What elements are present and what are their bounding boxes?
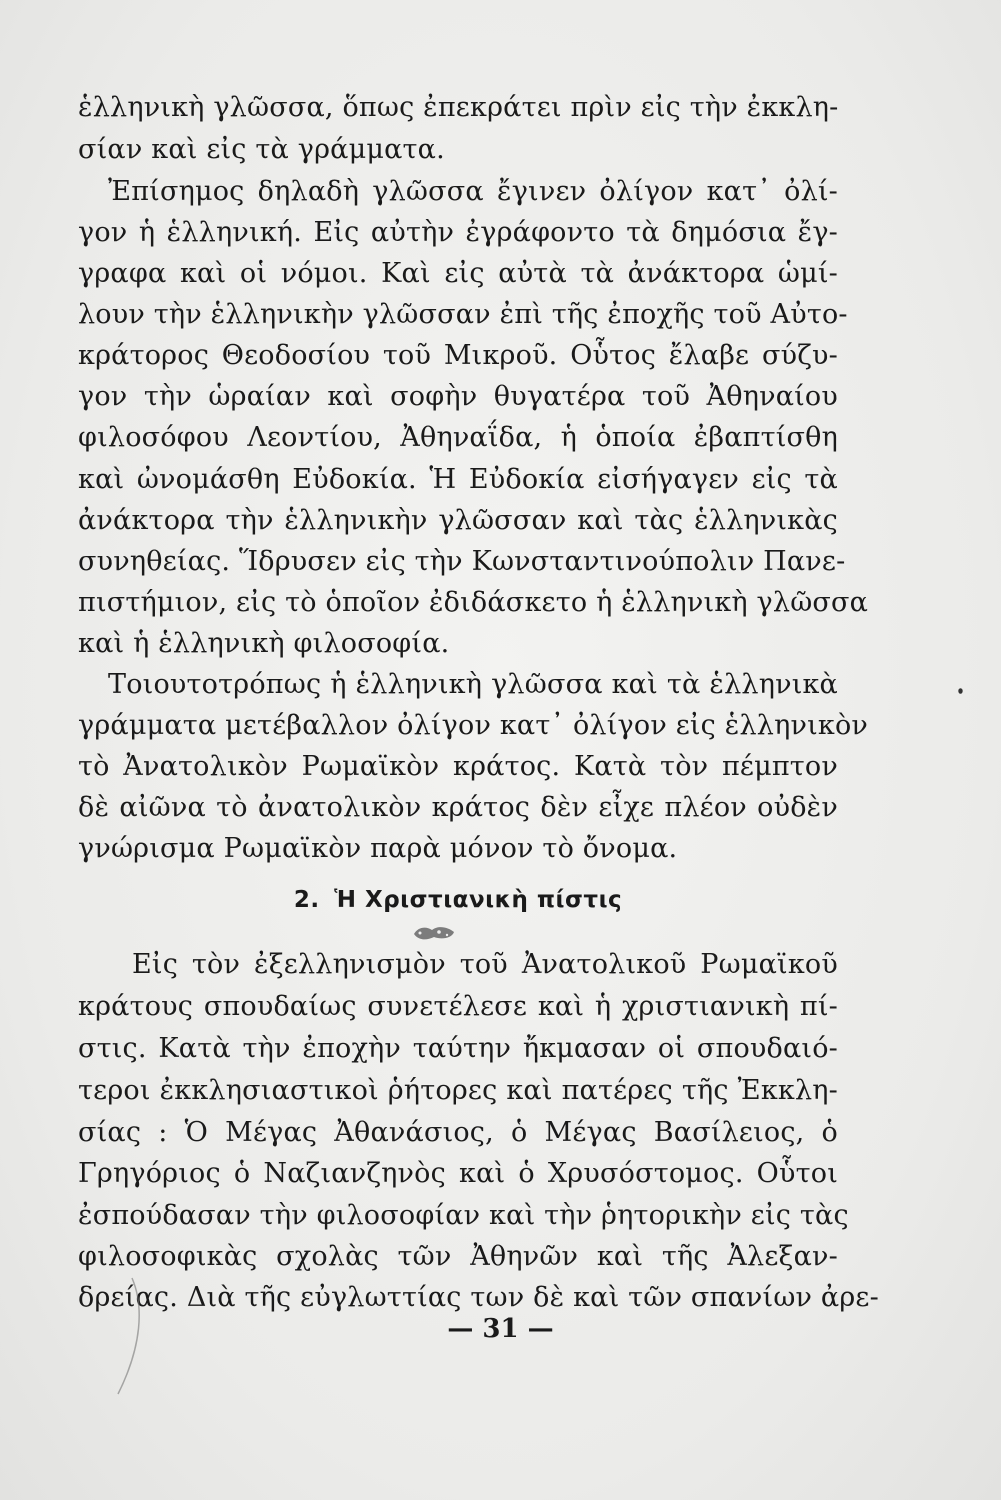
section-heading <box>78 884 838 916</box>
text-line: γον τὴν ὡραίαν καὶ σοφὴν θυγατέρα τοῦ Ἀθηναίου <box>78 381 838 412</box>
section-number: 2. <box>293 887 320 913</box>
text-line: πιστήμιον, εἰς τὸ ὁποῖον ἐδιδάσκετο ἡ ἑλληνικὴ γλῶσσα <box>78 587 869 618</box>
text-line: Τοιουτοτρόπως ἡ ἑλληνικὴ γλῶσσα καὶ τὰ ἑλληνικὰ <box>108 669 838 700</box>
text-line: λουν τὴν ἑλληνικὴν γλῶσσαν ἐπὶ τῆς ἐποχῆς τοῦ Αὐτο- <box>78 299 848 330</box>
text-line: στις. Κατὰ τὴν ἐποχὴν ταύτην ἤκμασαν οἱ σπουδαιό- <box>78 1033 838 1064</box>
text-line: Γρηγόριος ὁ Ναζιανζηνὸς καὶ ὁ Χρυσόστομος. Οὗτοι <box>78 1158 838 1189</box>
ink-blot <box>412 924 456 942</box>
text-line: ἑλληνικὴ γλῶσσα, ὅπως ἐπεκράτει πρὶν εἰς τὴν ἐκκλη- <box>78 92 839 123</box>
text-line: ἐσπούδασαν τὴν φιλοσοφίαν καὶ τὴν ῥητορικὴν εἰς τὰς <box>78 1200 849 1231</box>
text-line: σίαν καὶ εἰς τὰ γράμματα. <box>78 134 445 165</box>
text-line: Ἐπίσημος δηλαδὴ γλῶσσα ἔγινεν ὀλίγον κατ᾿ ὀλί- <box>108 176 838 207</box>
text-line: γραφα καὶ οἱ νόμοι. Καὶ εἰς αὐτὰ τὰ ἀνάκτορα ὡμί- <box>78 258 838 289</box>
text-line: γράμματα μετέβαλλον ὀλίγον κατ᾿ ὀλίγον εἰς ἑλληνικὸν <box>78 710 869 741</box>
text-line: φιλοσόφου Λεοντίου, Ἀθηναΐδα, ἡ ὁποία ἐβαπτίσθη <box>78 422 838 453</box>
page-number: — 31 — <box>447 1314 554 1344</box>
text-line: κράτορος Θεοδοσίου τοῦ Μικροῦ. Οὗτος ἔλαβε σύζυ- <box>78 340 838 371</box>
text-line: τὸ Ἀνατολικὸν Ρωμαϊκὸν κράτος. Κατὰ τὸν πέμπτον <box>78 751 838 782</box>
section-title: Ἡ Χριστιανικὴ πίστις <box>334 887 623 913</box>
text-line: καὶ ἡ ἑλληνικὴ φιλοσοφία. <box>78 628 450 659</box>
text-line: τεροι ἐκκλησιαστικοὶ ῥήτορες καὶ πατέρες τῆς Ἐκκλη- <box>78 1075 838 1106</box>
text-line: Εἰς τὸν ἐξελληνισμὸν τοῦ Ἀνατολικοῦ Ρωμαϊκοῦ <box>132 949 838 980</box>
text-line: ἀνάκτορα τὴν ἑλληνικὴν γλῶσσαν καὶ τὰς ἑλληνικὰς <box>78 505 838 536</box>
text-line: συνηθείας. Ἵδρυσεν εἰς τὴν Κωνσταντινούπολιν Πανε- <box>78 546 846 577</box>
text-line: δὲ αἰῶνα τὸ ἀνατολικὸν κράτος δὲν εἶχε πλέον οὐδὲν <box>78 792 838 823</box>
text-line: γνώρισμα Ρωμαϊκὸν παρὰ μόνον τὸ ὄνομα. <box>78 833 678 864</box>
text-line: γον ἡ ἑλληνική. Εἰς αὐτὴν ἐγράφοντο τὰ δημόσια ἔγ- <box>78 217 838 248</box>
text-line: κράτους σπουδαίως συνετέλεσε καὶ ἡ χριστιανικὴ πί- <box>78 991 838 1022</box>
ink-speck <box>958 688 963 694</box>
text-line: σίας : Ὁ Μέγας Ἀθανάσιος, ὁ Μέγας Βασίλειος, ὁ <box>78 1117 838 1148</box>
text-line: φιλοσοφικὰς σχολὰς τῶν Ἀθηνῶν καὶ τῆς Ἀλεξαν- <box>78 1241 838 1272</box>
text-line: δρείας. Διὰ τῆς εὐγλωττίας των δὲ καὶ τῶν σπανίων ἀρε- <box>78 1282 879 1313</box>
text-line: καὶ ὠνομάσθη Εὐδοκία. Ἡ Εὐδοκία εἰσήγαγεν εἰς τὰ <box>78 464 838 495</box>
